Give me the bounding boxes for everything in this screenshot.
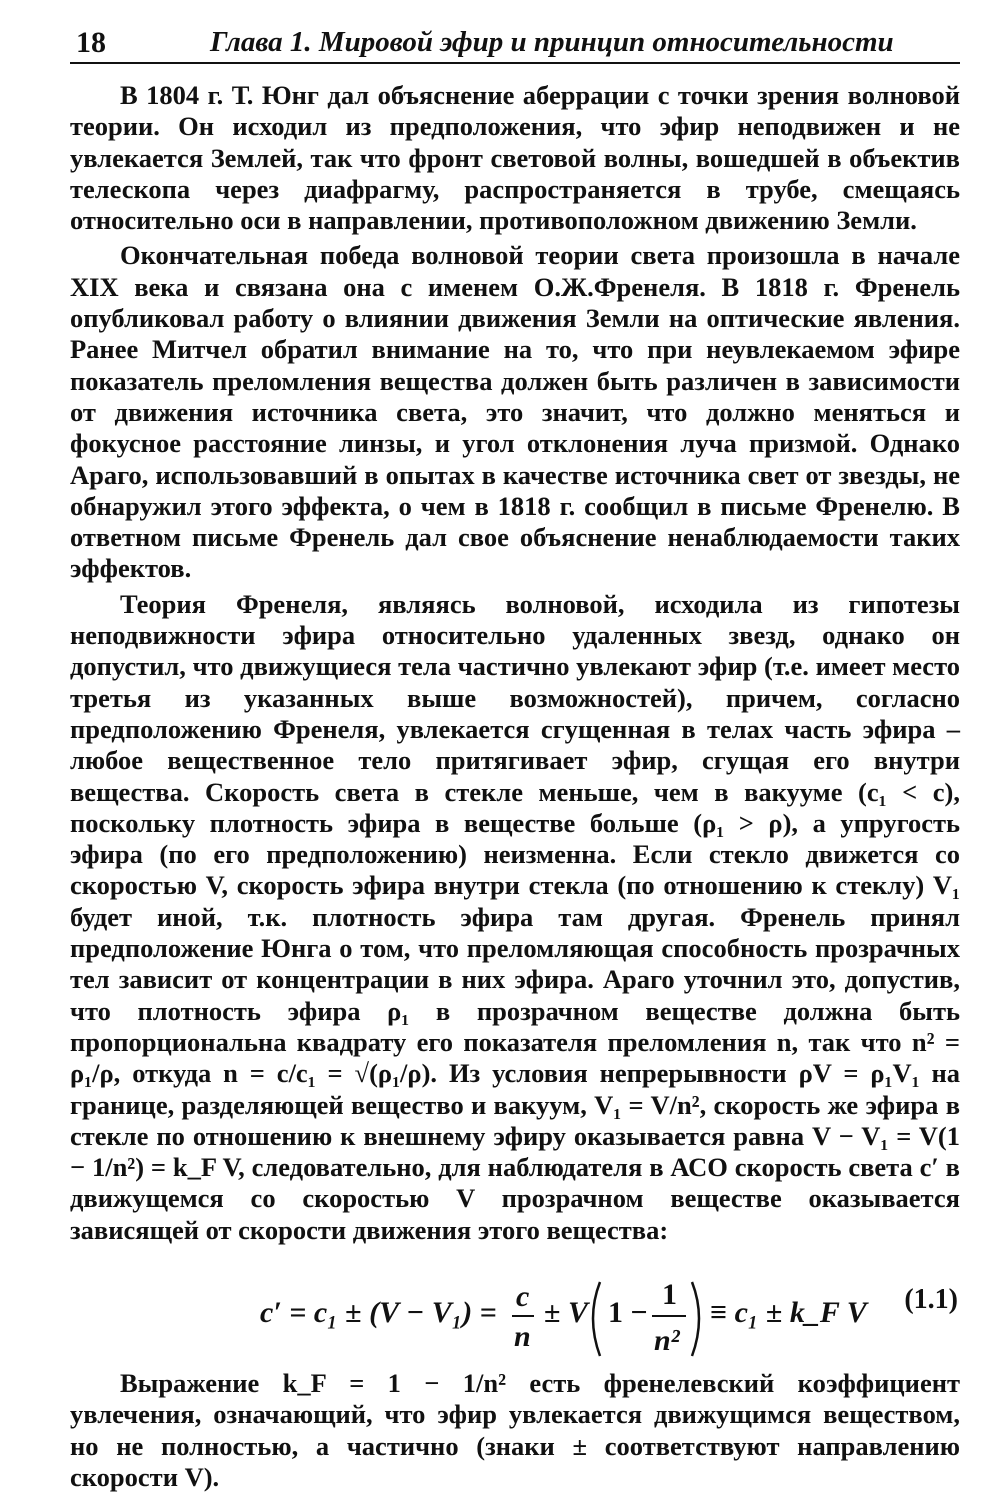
equation-1-1 bbox=[70, 1258, 960, 1357]
running-title: Глава 1. Мировой эфир и принцип относительности bbox=[210, 26, 894, 58]
equation-number: (1.1) bbox=[904, 1283, 958, 1315]
page-number: 18 bbox=[76, 26, 106, 59]
equation-frac2-num: 1 bbox=[662, 1277, 677, 1311]
paragraph-drag-coefficient: Выражение k_F = 1 − 1/n² есть френелевский коэффициент увлечения, означающий, что эфир увлекается движущимся веществом, но не полностью, а частично (знаки ± соответствуют направлению скорости V). bbox=[70, 1367, 960, 1492]
equation-frac1-num: c bbox=[516, 1279, 530, 1313]
left-paren bbox=[593, 1282, 600, 1356]
page-body bbox=[70, 80, 960, 1493]
paragraph-young: В 1804 г. Т. Юнг дал объяснение аберрации с точки зрения волновой теории. Он исходил из предположения, что эфир неподвижен и не увлекается Землей, так что фронт световой волны, вошедшей в объектив телескопа через диафрагму, распространяется в трубе, смещаясь относительно оси в направлении, противоположном движению Земли. bbox=[70, 80, 960, 236]
equation-one-minus: 1 − bbox=[608, 1295, 648, 1329]
equation-pm-v: ± V bbox=[544, 1295, 588, 1329]
equation-lhs: c′ = c₁ ± (V − V₁) = bbox=[260, 1295, 497, 1329]
right-paren bbox=[692, 1282, 699, 1356]
paragraph-fresnel-victory: Окончательная победа волновой теории света произошла в начале XIX века и связана она с именем О.Ж.Френеля. В 1818 г. Френель опубликовал работу о влиянии движения Земли на оптические явления. Ранее Митчел обратил внимание на то, что при неувлекаемом эфире показатель преломления вещества должен быть различен в зависимости от движения источника света, это значит, что должно меняться и фокусное расстояние линзы, и угол отклонения луча призмой. Однако Араго, использовавший в опытах в качестве источника свет от звезды, не обнаружил этого эффекта, о чем в 1818 г. сообщил в письме Френелю. В ответном письме Френель дал свое объяснение ненаблюдаемости таких эффектов. bbox=[70, 240, 960, 584]
equation-frac1-den: n bbox=[514, 1319, 531, 1353]
equation-frac2-den: n² bbox=[654, 1323, 680, 1357]
equation-formula bbox=[260, 1272, 867, 1368]
paragraph-fresnel-theory: Теория Френеля, являясь волновой, исходила из гипотезы неподвижности эфира относительно удаленных звезд, однако он допустил, что движущиеся тела частично увлекают эфир (т.е. имеет место третья из указанных выше возможностей), причем, согласно предположению Френеля, увлекается сгущенная в телах часть эфира – любое вещественное тело притягивает эфир, сгущая его внутри вещества. Скорость света в стекле меньше, чем в вакууме (c₁ < c), поскольку плотность эфира в веществе больше (ρ₁ > ρ), а упругость эфира (по его предположению) неизменна. Если стекло движется со скоростью V, скорость эфира внутри стекла (по отношению к стеклу) V₁ будет иной, т.к. плотность эфира там другая. Френель принял предположение Юнга о том, что преломляющая способность прозрачных тел зависит от концентрации в них эфира. Араго уточнил это, допустив, что плотность эфира ρ₁ в прозрачном веществе должна быть пропорциональна квадрату его показателя преломления n, так что n² = ρ₁/ρ, откуда n = c/c₁ = √(ρ₁/ρ). Из условия непрерывности ρV = ρ₁V₁ на границе, разделяющей вещество и вакуум, V₁ = V/n², скорость же эфира в стекле по отношению к внешнему эфиру оказывается равна V − V₁ = V(1 − 1/n²) = k_F V, следовательно, для наблюдателя в АСО скорость света c′ в движущемся со скоростью V прозрачном веществе оказывается зависящей от скорости движения этого вещества: bbox=[70, 588, 960, 1245]
page-header bbox=[70, 22, 960, 64]
equation-rhs: ≡ c₁ ± k_F V bbox=[710, 1295, 867, 1329]
